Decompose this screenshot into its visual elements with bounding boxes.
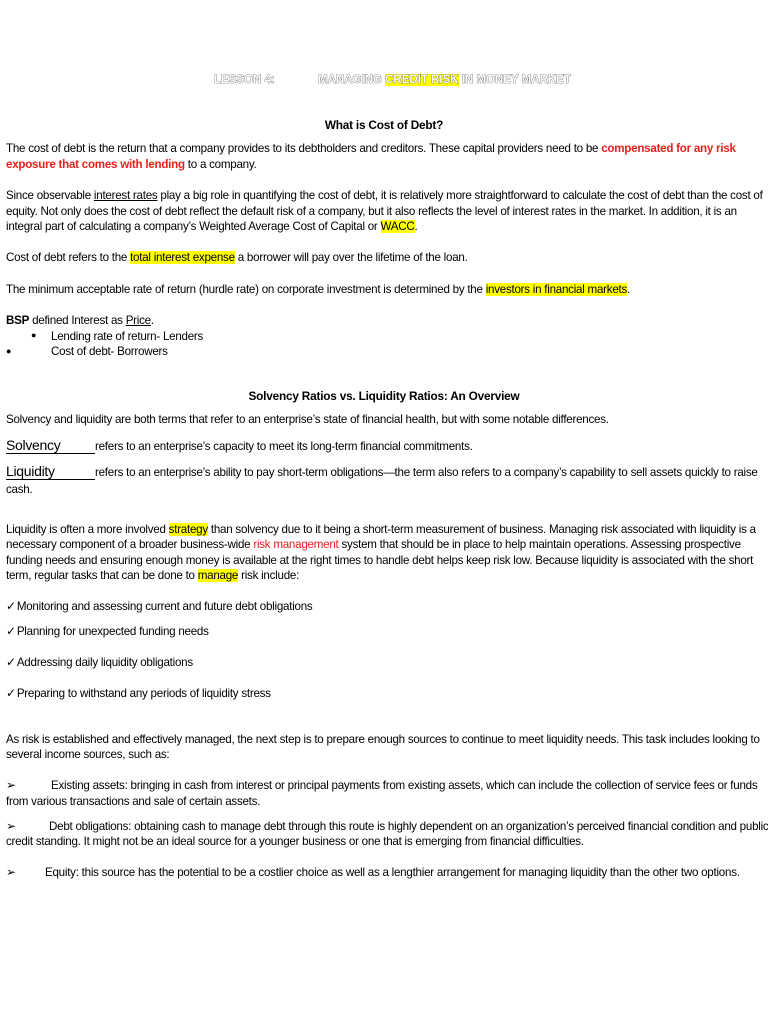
risk-management-red: risk management (253, 538, 339, 551)
total-interest-highlight: total interest expense (130, 251, 235, 264)
checkmark-icon: ✓ (6, 686, 16, 700)
credit-risk-highlight: CREDIT RISK (385, 74, 459, 86)
liquidity-definition: Liquidity refers to an enterprise’s ability to pay short-term obligations—the term also refers to a company’s capability to sell assets quickly to raise (6, 463, 758, 479)
check-item: ✓Preparing to withstand any periods of liquidity stress (6, 686, 271, 700)
red-emphasis: exposure that comes with lending (6, 157, 185, 171)
strategy-highlight: strategy (168, 522, 208, 536)
paragraph-line: As risk is established and effectively managed, the next step is to prepare enough sources to continue to meet liquidity needs. This task includes looking to (6, 732, 760, 746)
lesson-title (0, 74, 768, 90)
arrow-bullet-icon: ➢ (6, 865, 16, 879)
paragraph-line: Solvency and liquidity are both terms that refer to an enterprise’s state of financial health, but with some notable differences. (6, 413, 609, 426)
paragraph-line: Since observable interest rates play a big role in quantifying the cost of debt, it is relatively more straightforward to calculate the cost of debt than the cost of (6, 189, 763, 202)
check-item: ✓Monitoring and assessing current and future debt obligations (6, 599, 313, 613)
investors-highlight: investors in financial markets (485, 283, 628, 296)
solvency-liquidity-heading: Solvency Ratios vs. Liquidity Ratios: An Overview (248, 389, 520, 403)
bullet-dot: ● (6, 346, 12, 356)
liquidity-term: Liquidity (6, 464, 95, 480)
bullet-dot: ● (31, 330, 37, 340)
paragraph-line: cash. (6, 482, 33, 496)
arrow-item: ➢ Debt obligations: obtaining cash to manage debt through this route is highly dependent on an organization’s perceived financial condition and public (6, 818, 768, 833)
checkmark-icon: ✓ (6, 655, 16, 669)
list-item: Lending rate of return- Lenders (51, 329, 204, 343)
paragraph-line: Cost of debt refers to the total interest expense a borrower will pay over the lifetime of the loan. (6, 251, 468, 264)
check-item: ✓Addressing daily liquidity obligations (6, 655, 193, 669)
bsp-definition: BSP defined Interest as Price. (6, 314, 154, 327)
check-item: ✓Planning for unexpected funding needs (6, 624, 209, 638)
arrow-item: ➢ Existing assets: bringing in cash from interest or principal payments from existing assets, which can include the collection of service fees or funds (6, 778, 758, 792)
arrow-item: ➢ Equity: this source has the potential to be a costlier choice as well as a lengthier arrangement for managing liquidity than the other two options. (6, 865, 740, 879)
paragraph-line: term, regular tasks that can be done to manage risk include: (6, 569, 300, 582)
paragraph-line: several income sources, such as: (6, 748, 170, 761)
arrow-bullet-icon: ➢ (6, 778, 16, 792)
checkmark-icon: ✓ (6, 599, 16, 613)
price-underlined: Price (125, 314, 151, 327)
paragraph-line: credit standing. It might not be an ideal source for a younger business or one that is emerging from financial difficulties. (6, 835, 584, 848)
paragraph-line: exposure that comes with lending to a company. (6, 157, 257, 171)
paragraph-line: The minimum acceptable rate of return (hurdle rate) on corporate investment is determined by the investors in financial markets. (6, 283, 631, 296)
paragraph-line: integral part of calculating a company’s Weighted Average Cost of Capital or WACC. (6, 220, 418, 233)
checkmark-icon: ✓ (6, 624, 16, 638)
interest-rates-underlined: interest rates (93, 189, 158, 202)
paragraph-line: from various transactions and sale of certain assets. (6, 794, 261, 808)
wacc-highlight: WACC (380, 220, 415, 233)
solvency-definition: Solvency refers to an enterprise’s capacity to meet its long-term financial commitments. (6, 437, 473, 453)
red-emphasis: compensated for any risk (601, 142, 736, 155)
paragraph-line: equity. Not only does the cost of debt reflect the default risk of a company, but it also reflects the level of interest rates in the market. In addition, it is an (6, 204, 737, 218)
paragraph-line: funding needs and ensuring enough money is available at the right times to handle debt helps keep risk low. Because liquidity is associated with the short (6, 553, 754, 567)
paragraph-line: The cost of debt is the return that a company provides to its debtholders and creditors. These capital providers need to be compensated for any risk (6, 142, 736, 155)
list-item: Cost of debt- Borrowers (51, 345, 168, 358)
solvency-term: Solvency (6, 438, 95, 454)
paragraph-line: necessary component of a broader business-wide risk management system that should be in place to help maintain operations. Assessing prospective (6, 538, 741, 551)
lesson-topic: MANAGING CREDIT RISK IN MONEY MARKET (318, 74, 571, 86)
paragraph-line: Liquidity is often a more involved strategy than solvency due to it being a short-term measurement of business. Managing risk associated with liquidity is a (6, 522, 756, 536)
lesson-number: LESSON 4: (214, 74, 275, 86)
arrow-bullet-icon: ➢ (6, 818, 16, 833)
manage-highlight: manage (197, 569, 239, 582)
cost-of-debt-heading: What is Cost of Debt? (324, 118, 444, 132)
